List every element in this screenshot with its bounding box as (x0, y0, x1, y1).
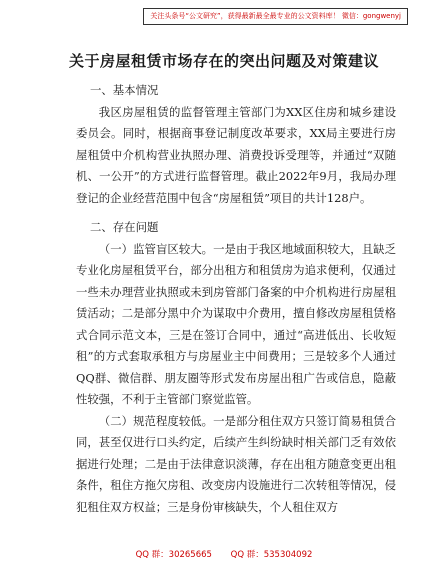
qq-group-1: QQ 群：30265665 (135, 550, 212, 560)
paragraph-supervision-gaps: （一）监管盲区较大。一是由于我区地域面积较大，且缺乏专业化房屋租赁平台，部分出租方和租赁房为追求便利，仅通过一些未办理营业执照或未到房管部门备案的中介机构进行房屋租赁活动；二是部分黑中介为谋取中介费用，擅自修改房屋租赁格式合同示范文本，三是在签订合同中，通过“高进低出、长收短租”的方式套取承租方与房屋业主中间费用；三是较多个人通过QQ群、微信群、朋友圈等形式发布房屋出租广告或信息，隐蔽性较强，不利于主管部门察觉监管。 (76, 241, 396, 406)
document-body (76, 80, 396, 518)
document-title: 关于房屋租赁市场存在的突出问题及对策建议 (68, 52, 379, 70)
paragraph-basic-situation: 我区房屋租赁的监督管理主管部门为XX区住房和城乡建设委员会。同时，根据商事登记制度改革要求，XX局主要进行房屋租赁中介机构营业执照办理、消费投诉受理等，并通过“双随机、一公开”的方式进行监督管理。截止2022年9月，我局办理登记的企业经营范围中包含“房屋租赁”项目的共计128户。 (76, 104, 396, 205)
footer-qq-groups (0, 548, 448, 560)
promo-banner (143, 8, 408, 25)
paragraph-low-standardization: （二）规范程度较低。一是部分租住双方只签订简易租赁合同，甚至仅进行口头约定，后续产生纠纷缺时相关部门乏有效依据进行处理；二是由于法律意识淡薄，存在出租方随意变更出租条件，租住方拖欠房租、改变房内设施进行二次转租等情况，侵犯租住双方权益；三是身份审核缺失，个人租住双方 (76, 413, 396, 514)
section-heading-basic: 一、基本情况 (90, 83, 159, 97)
promo-banner-text: 关注头条号“公文研究”，获得最新最全最专业的公文资料库！ 微信：gongwenyj (150, 12, 401, 20)
section-heading-problems: 二、存在问题 (90, 220, 159, 234)
qq-group-2: QQ 群：535304092 (230, 550, 313, 560)
